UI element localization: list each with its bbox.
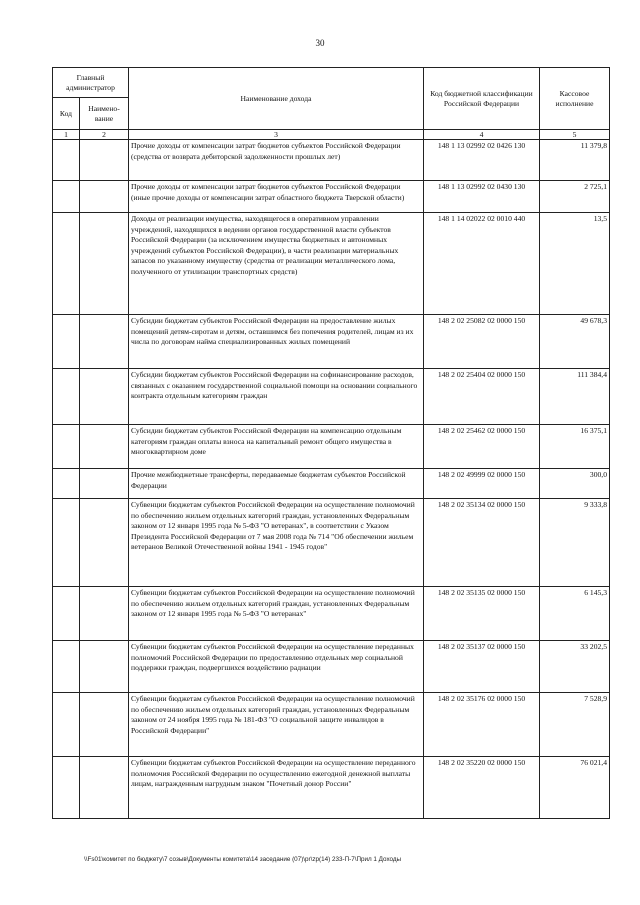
header-main-administrator: Главный администратор	[53, 68, 129, 98]
table-row	[53, 140, 610, 181]
column-number: 4	[424, 130, 540, 140]
budget-code: 148 1 14 02022 02 0010 440	[424, 213, 540, 315]
admin-code-cell	[53, 369, 80, 425]
budget-code: 148 2 02 35135 02 0000 150	[424, 587, 540, 641]
table-row	[53, 181, 610, 213]
admin-code-cell	[53, 587, 80, 641]
table-row	[53, 315, 610, 369]
table-row	[53, 425, 610, 469]
admin-name-cell	[80, 315, 129, 369]
budget-code: 148 2 02 25082 02 0000 150	[424, 315, 540, 369]
column-number: 3	[129, 130, 424, 140]
income-description: Прочие межбюджетные трансферты, передаваемые бюджетам субъектов Российской Федерации	[129, 469, 424, 499]
income-description: Субвенции бюджетам субъектов Российской Федерации на осуществление полномочий по обеспечению жильем отдельных категорий граждан, установленных Федеральным законом от 12 января 1995 года № 5-ФЗ "О ветеранах"	[129, 587, 424, 641]
admin-name-cell	[80, 425, 129, 469]
cash-amount: 7 528,9	[540, 693, 610, 757]
income-description: Субвенции бюджетам субъектов Российской Федерации на осуществление переданных полномочий Российской Федерации по предоставлению отдельных мер социальной поддержки граждан, подвергшихся воздействию радиации	[129, 641, 424, 693]
revenue-table	[52, 67, 610, 819]
header-budget-classification-code: Код бюджетной классификации Российской Федерации	[424, 68, 540, 130]
budget-code: 148 1 13 02992 02 0426 130	[424, 140, 540, 181]
header-name: Наимено-вание	[80, 98, 129, 130]
admin-name-cell	[80, 469, 129, 499]
admin-name-cell	[80, 369, 129, 425]
admin-code-cell	[53, 315, 80, 369]
admin-name-cell	[80, 213, 129, 315]
table-row	[53, 499, 610, 587]
admin-name-cell	[80, 757, 129, 819]
cash-amount: 11 379,8	[540, 140, 610, 181]
admin-code-cell	[53, 641, 80, 693]
cash-amount: 76 021,4	[540, 757, 610, 819]
income-description: Субсидии бюджетам субъектов Российской Федерации на софинансирование расходов, связанных с оказанием государственной социальной помощи на основании социального контракта отдельным категориям граждан	[129, 369, 424, 425]
cash-amount: 49 678,3	[540, 315, 610, 369]
table-row	[53, 587, 610, 641]
cash-amount: 9 333,8	[540, 499, 610, 587]
cash-amount: 6 145,3	[540, 587, 610, 641]
table-row	[53, 369, 610, 425]
income-description: Доходы от реализации имущества, находящегося в оперативном управлении учреждений, находящихся в ведении органов государственной власти субъектов Российской Федерации (за исключением имущества бюджетных и автономных учреждений субъектов Российской Федерации), в части реализации материальных запасов по указанному имуществу (средства от реализации металлического лома, полученного от утилизации транспортных средств)	[129, 213, 424, 315]
admin-name-cell	[80, 181, 129, 213]
admin-code-cell	[53, 140, 80, 181]
cash-amount: 111 384,4	[540, 369, 610, 425]
budget-code: 148 2 02 25462 02 0000 150	[424, 425, 540, 469]
admin-code-cell	[53, 469, 80, 499]
admin-name-cell	[80, 693, 129, 757]
admin-name-cell	[80, 641, 129, 693]
budget-code: 148 1 13 02992 02 0430 130	[424, 181, 540, 213]
admin-name-cell	[80, 587, 129, 641]
cash-amount: 16 375,1	[540, 425, 610, 469]
cash-amount: 2 725,1	[540, 181, 610, 213]
admin-code-cell	[53, 757, 80, 819]
income-description: Прочие доходы от компенсации затрат бюджетов субъектов Российской Федерации (средства от возврата дебиторской задолженности прошлых лет)	[129, 140, 424, 181]
cash-amount: 33 202,5	[540, 641, 610, 693]
budget-code: 148 2 02 35176 02 0000 150	[424, 693, 540, 757]
admin-code-cell	[53, 213, 80, 315]
column-number: 5	[540, 130, 610, 140]
admin-code-cell	[53, 693, 80, 757]
budget-code: 148 2 02 25404 02 0000 150	[424, 369, 540, 425]
admin-name-cell	[80, 499, 129, 587]
table-row	[53, 641, 610, 693]
cash-amount: 13,5	[540, 213, 610, 315]
budget-code: 148 2 02 49999 02 0000 150	[424, 469, 540, 499]
admin-code-cell	[53, 425, 80, 469]
income-description: Субвенции бюджетам субъектов Российской Федерации на осуществление полномочий по обеспечению жильем отдельных категорий граждан, установленных Федеральным законом от 24 ноября 1995 года № 181-ФЗ "О социальной защите инвалидов в Российской Федерации"	[129, 693, 424, 757]
page-number: 30	[315, 38, 325, 48]
table-row	[53, 469, 610, 499]
column-number: 2	[80, 130, 129, 140]
header-income-name: Наименование дохода	[129, 68, 424, 130]
admin-name-cell	[80, 140, 129, 181]
budget-code: 148 2 02 35220 02 0000 150	[424, 757, 540, 819]
income-description: Субсидии бюджетам субъектов Российской Федерации на предоставление жилых помещений детям-сиротам и детям, оставшимся без попечения родителей, лицам из их числа по договорам найма специализированных жилых помещений	[129, 315, 424, 369]
budget-code: 148 2 02 35137 02 0000 150	[424, 641, 540, 693]
income-description: Субсидии бюджетам субъектов Российской Федерации на компенсацию отдельным категориям граждан оплаты взноса на капитальный ремонт общего имущества в многоквартирном доме	[129, 425, 424, 469]
admin-code-cell	[53, 499, 80, 587]
income-description: Субвенции бюджетам субъектов Российской Федерации на осуществление переданного полномочия Российской Федерации по осуществлению ежегодной денежной выплаты лицам, награжденным нагрудным знаком "Почетный донор России"	[129, 757, 424, 819]
cash-amount: 300,0	[540, 469, 610, 499]
income-description: Субвенции бюджетам субъектов Российской Федерации на осуществление полномочий по обеспечению жильем отдельных категорий граждан, установленных Федеральным законом от 12 января 1995 года № 5-ФЗ "О ветеранах", в соответствии с Указом Президента Российской Федерации от 7 мая 2008 года № 714 "Об обеспечении жильем ветеранов Великой Отечественной войны 1941 - 1945 годов"	[129, 499, 424, 587]
table-row	[53, 693, 610, 757]
income-description: Прочие доходы от компенсации затрат бюджетов субъектов Российской Федерации (иные прочие доходы от компенсации затрат областного бюджета Тверской области)	[129, 181, 424, 213]
table-row	[53, 213, 610, 315]
header-cash-execution: Кассовое исполнение	[540, 68, 610, 130]
admin-code-cell	[53, 181, 80, 213]
file-path-footer: \\Fs01\комитет по бюджету\7 созыв\Документы комитета\14 заседание (07)\pr\zp(14) 233-П-7\Прил 1 Доходы	[84, 856, 402, 863]
column-numbers-row	[53, 130, 610, 140]
table-row	[53, 757, 610, 819]
column-number: 1	[53, 130, 80, 140]
budget-code: 148 2 02 35134 02 0000 150	[424, 499, 540, 587]
header-code: Код	[53, 98, 80, 130]
